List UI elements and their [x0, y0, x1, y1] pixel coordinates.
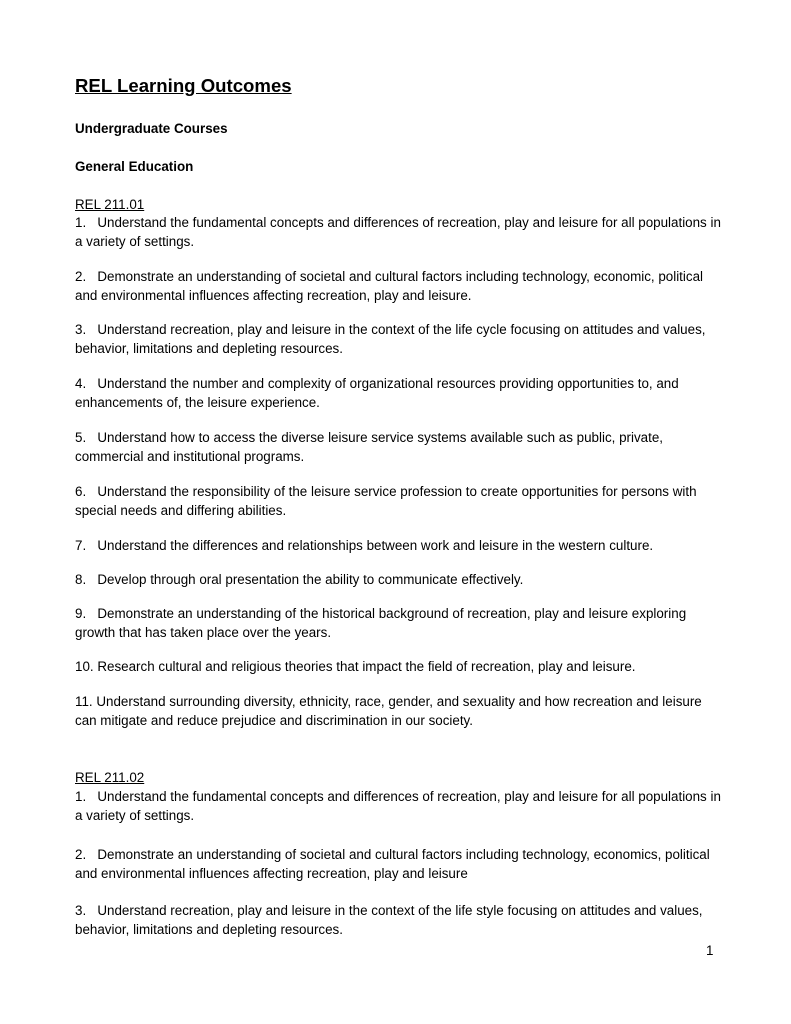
outcome-number: 11.: [75, 694, 97, 709]
outcome-text: Demonstrate an understanding of societal and cultural factors including technology, economic, political and environmental influences affecting recreation, play and leisure.: [75, 269, 703, 304]
outcome-text: Understand how to access the diverse leisure service systems available such as public, private, commercial and institutional programs.: [75, 430, 663, 465]
outcome-item: [75, 657, 725, 676]
outcome-number: 8.: [75, 572, 98, 587]
outcome-item: [75, 845, 725, 884]
outcome-number: 7.: [75, 538, 98, 553]
outcome-number: 2.: [75, 847, 98, 862]
outcome-number: 10.: [75, 659, 98, 674]
outcome-text: Understand the fundamental concepts and differences of recreation, play and leisure for all populations in a variety of settings.: [75, 215, 721, 250]
outcome-item: [75, 787, 725, 826]
page-number: 1: [706, 943, 714, 958]
outcome-text: Understand surrounding diversity, ethnicity, race, gender, and sexuality and how recreation and leisure can mitigate and reduce prejudice and discrimination in our society.: [75, 694, 702, 729]
outcome-item: [75, 536, 725, 555]
outcome-number: 3.: [75, 903, 98, 918]
outcome-number: 3.: [75, 322, 98, 337]
outcome-number: 4.: [75, 376, 98, 391]
outcome-text: Understand the number and complexity of organizational resources providing opportunities to, and enhancements of, the leisure experience.: [75, 376, 679, 411]
outcome-text: Understand recreation, play and leisure in the context of the life style focusing on attitudes and values, behavior, limitations and depleting resources.: [75, 903, 703, 938]
outcome-number: 9.: [75, 606, 98, 621]
section-heading: Undergraduate Courses: [75, 121, 228, 136]
outcome-item: [75, 692, 725, 731]
outcome-item: [75, 374, 725, 413]
outcome-item: [75, 428, 725, 467]
outcome-item: [75, 482, 725, 521]
course-code: REL 211.02: [75, 770, 145, 785]
outcome-number: 6.: [75, 484, 98, 499]
outcome-item: [75, 320, 725, 359]
outcome-text: Understand the fundamental concepts and differences of recreation, play and leisure for all populations in a variety of settings.: [75, 789, 721, 824]
course-code: REL 211.01: [75, 197, 145, 212]
outcome-text: Research cultural and religious theories that impact the field of recreation, play and leisure.: [97, 659, 636, 674]
outcome-number: 1.: [75, 215, 98, 230]
outcome-text: Develop through oral presentation the ability to communicate effectively.: [97, 572, 524, 587]
outcome-item: [75, 267, 725, 306]
outcome-item: [75, 604, 725, 643]
outcome-text: Understand the differences and relationships between work and leisure in the western culture.: [97, 538, 654, 553]
outcome-item: [75, 570, 725, 589]
outcome-item: [75, 901, 725, 940]
outcome-text: Understand recreation, play and leisure in the context of the life cycle focusing on attitudes and values, behavior, limitations and depleting resources.: [75, 322, 706, 357]
outcome-item: [75, 213, 725, 252]
outcome-text: Demonstrate an understanding of societal and cultural factors including technology, economics, political and environmental influences affecting recreation, play and leisure: [75, 847, 710, 882]
outcome-text: Understand the responsibility of the leisure service profession to create opportunities for persons with special needs and differing abilities.: [75, 484, 697, 519]
outcome-number: 2.: [75, 269, 98, 284]
document-title: REL Learning Outcomes: [75, 75, 292, 96]
outcome-text: Demonstrate an understanding of the historical background of recreation, play and leisure exploring growth that has taken place over the years.: [75, 606, 687, 641]
outcome-number: 5.: [75, 430, 98, 445]
outcome-number: 1.: [75, 789, 98, 804]
subsection-heading: General Education: [75, 159, 194, 174]
